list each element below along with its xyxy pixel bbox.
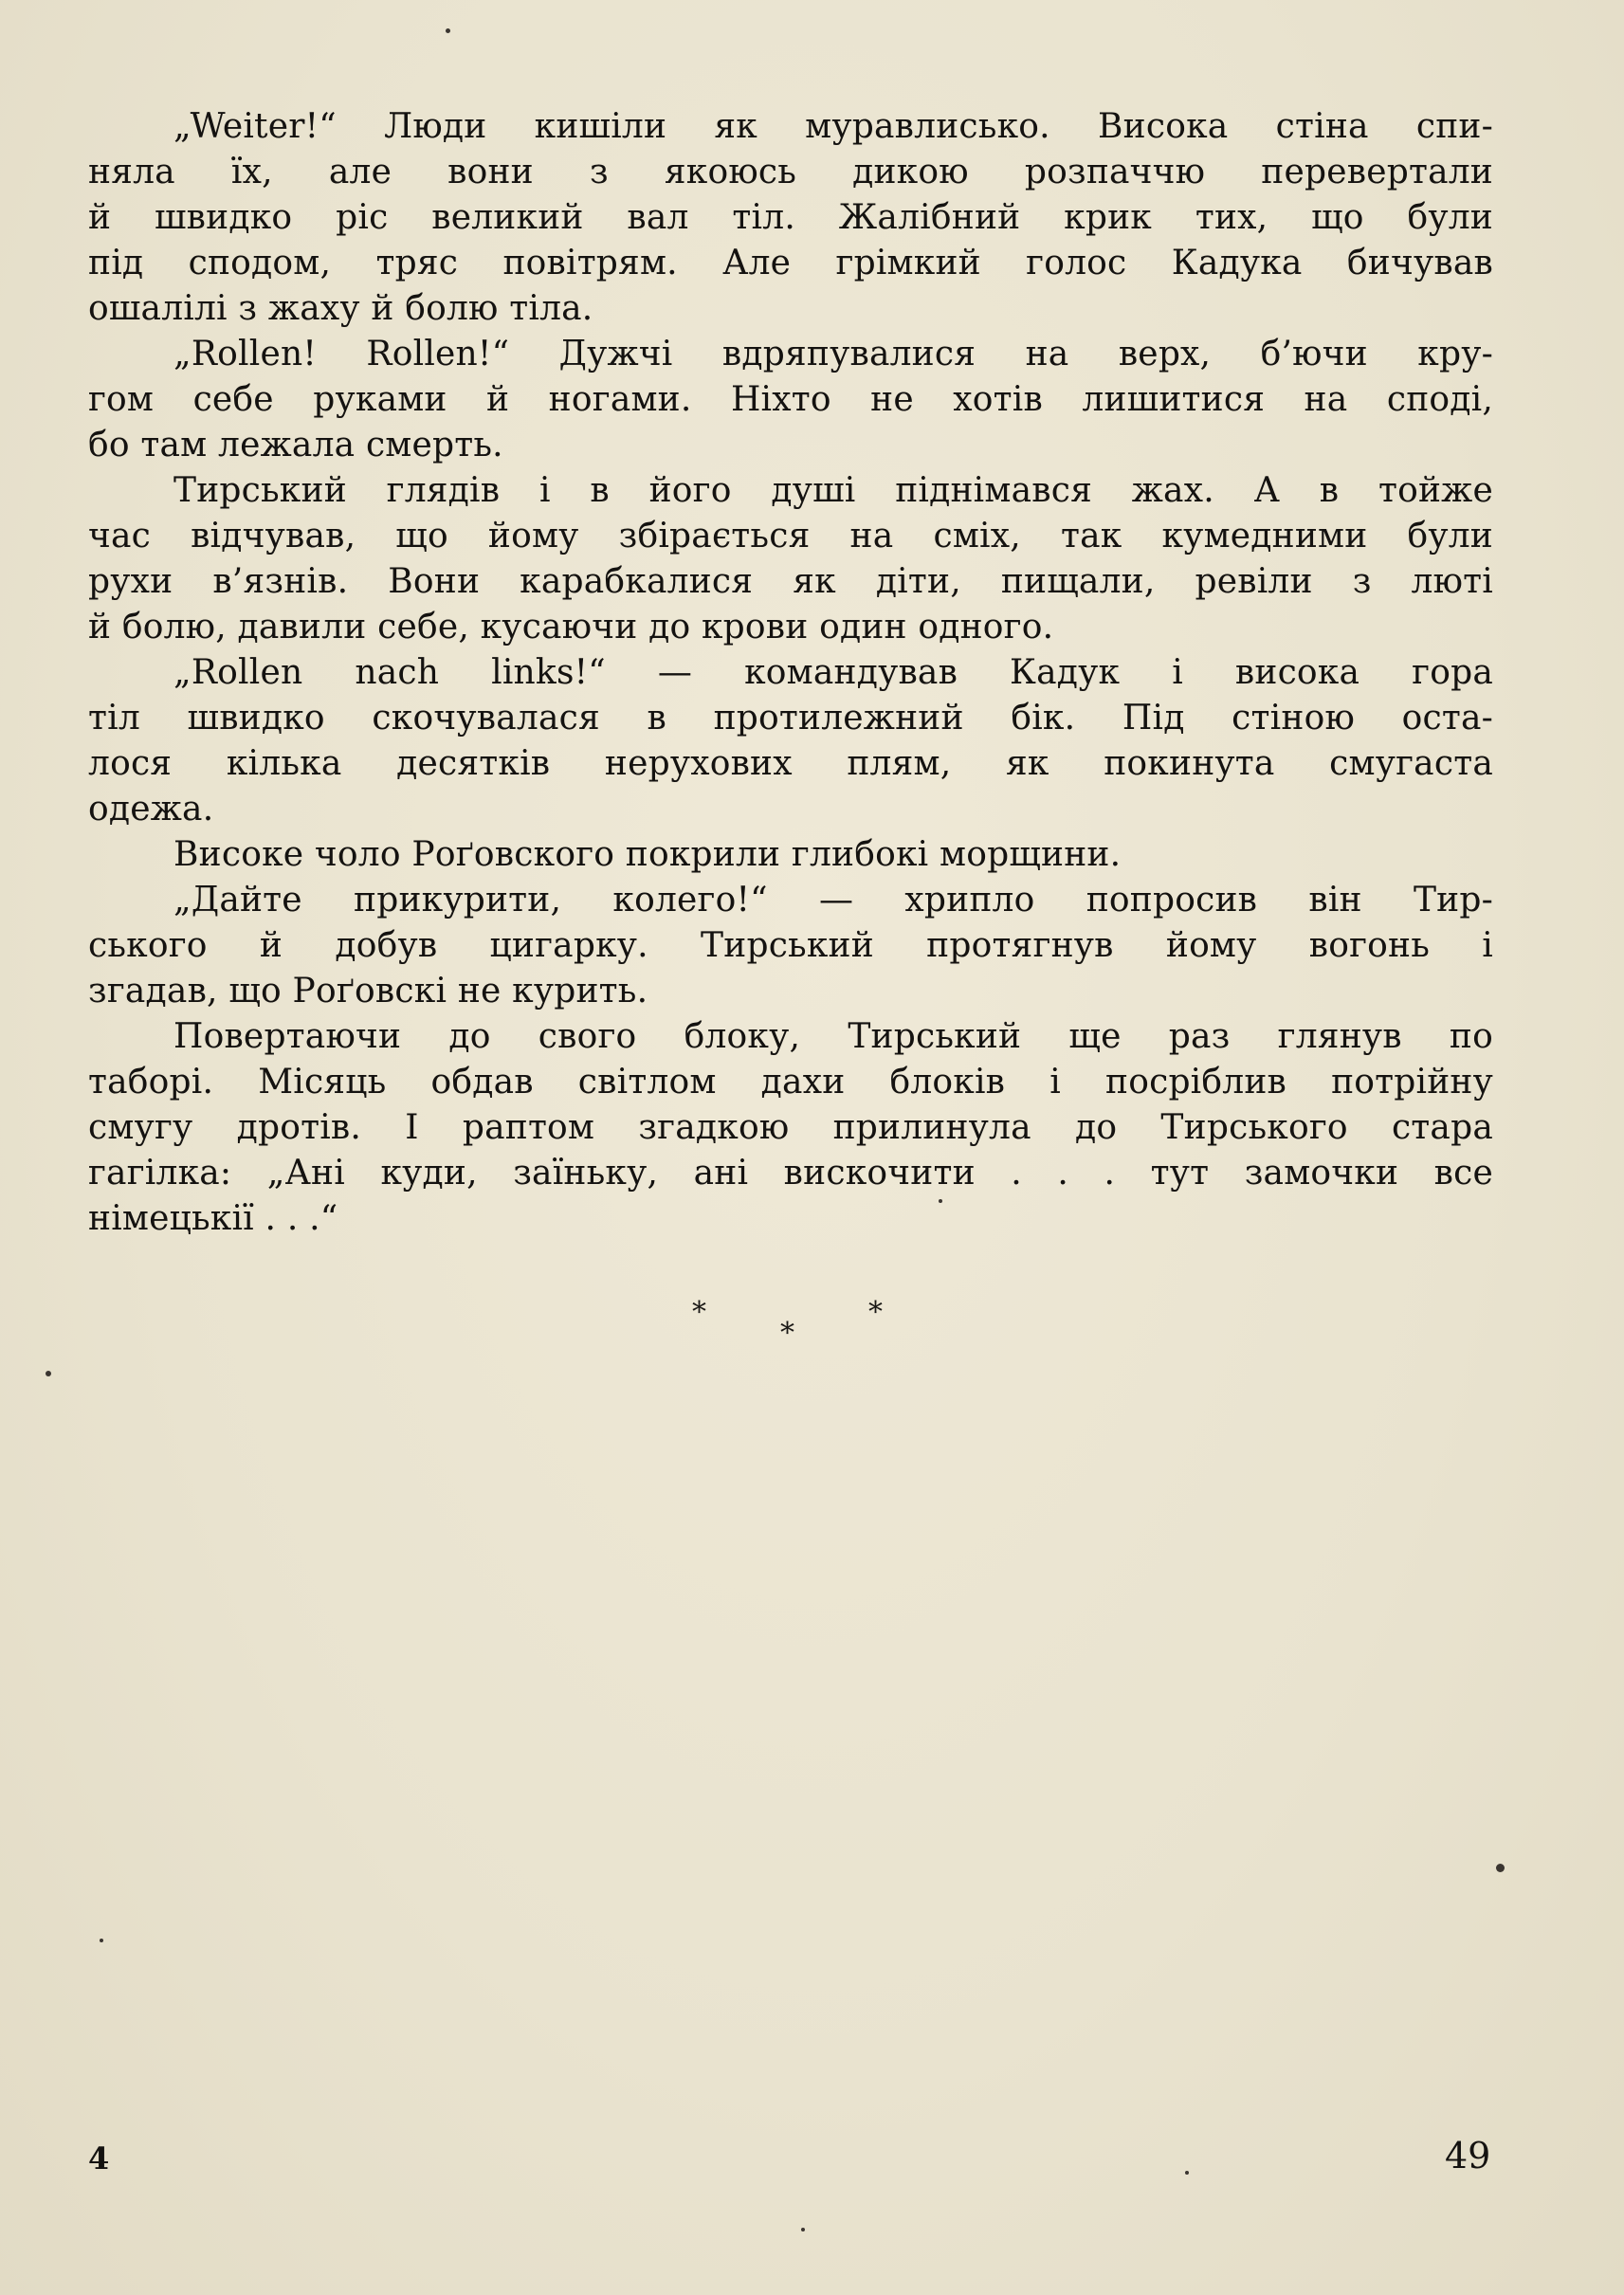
page-number: 49 bbox=[1445, 2135, 1491, 2177]
asterisk-icon: * bbox=[780, 1317, 794, 1350]
text-line: й швидко ріс великий вал тіл. Жалібний крик тих, що були bbox=[88, 198, 1493, 237]
body-text bbox=[88, 104, 1493, 1242]
text-line: ошалілі з жаху й болю тіла. bbox=[88, 289, 593, 328]
text-line: час відчував, що йому збірається на сміх, так кумедними були bbox=[88, 517, 1493, 556]
paragraph-rogovskyi bbox=[88, 832, 1493, 878]
text-line: „Weiter!“ Люди кишіли як муравлисько. Висока стіна спи- bbox=[173, 107, 1493, 146]
text-line: гагілка: „Ані куди, заїньку, ані вискочити . . . тут замочки все bbox=[88, 1154, 1493, 1193]
text-line: бо там лежала смерть. bbox=[88, 426, 503, 464]
paragraph-rollen-nach-links bbox=[88, 650, 1493, 832]
asterisk-icon: * bbox=[868, 1296, 883, 1329]
text-line: лося кілька десятків нерухових плям, як покинута смугаста bbox=[88, 744, 1493, 783]
text-line: Тирський глядів і в його душі піднімався жах. А в тойже bbox=[173, 471, 1493, 510]
text-line: німецькії . . .“ bbox=[88, 1199, 338, 1238]
text-line: одежа. bbox=[88, 790, 214, 829]
paper-speck bbox=[939, 1199, 942, 1203]
paragraph-prykuryty bbox=[88, 878, 1493, 1014]
text-line: Високе чоло Роґовского покрили глибокі морщини. bbox=[173, 835, 1122, 874]
signature-mark: 4 bbox=[88, 2140, 110, 2177]
paper-speck bbox=[100, 1939, 103, 1942]
text-line: ського й добув цигарку. Тирський протягнув йому вогонь і bbox=[88, 926, 1493, 965]
paragraph-rollen bbox=[88, 332, 1493, 468]
text-line: „Rollen nach links!“ — командував Кадук і висока гора bbox=[173, 653, 1493, 692]
text-line: й болю, давили себе, кусаючи до крови один одного. bbox=[88, 608, 1054, 647]
paragraph-povertaiuchy bbox=[88, 1014, 1493, 1242]
paper-speck bbox=[46, 1371, 51, 1376]
text-line: таборі. Місяць обдав світлом дахи блоків і посріблив потрійну bbox=[88, 1063, 1493, 1102]
text-line: Повертаючи до свого блоку, Тирський ще раз глянув по bbox=[173, 1017, 1493, 1056]
asterisk-icon: * bbox=[692, 1296, 706, 1329]
paper-speck bbox=[446, 28, 450, 33]
paper-speck bbox=[1496, 1864, 1505, 1872]
text-line: гом себе руками й ногами. Ніхто не хотів лишитися на споді, bbox=[88, 380, 1493, 419]
paper-speck bbox=[801, 2228, 805, 2231]
paragraph-tyrskyi bbox=[88, 468, 1493, 650]
text-line: „Дайте прикурити, колего!“ — хрипло попросив він Тир- bbox=[173, 881, 1493, 920]
section-separator bbox=[692, 1296, 883, 1356]
text-line: рухи в’язнів. Вони карабкалися як діти, пищали, ревіли з люті bbox=[88, 562, 1493, 601]
text-line: тіл швидко скочувалася в протилежний бік. Під стіною оста- bbox=[88, 699, 1493, 738]
paragraph-weiter bbox=[88, 104, 1493, 332]
paper-speck bbox=[1185, 2171, 1189, 2175]
text-line: „Rollen! Rollen!“ Дужчі вдряпувалися на верх, б’ючи кру- bbox=[173, 335, 1493, 373]
text-line: згадав, що Роґовскі не курить. bbox=[88, 972, 648, 1011]
text-line: смугу дротів. І раптом згадкою прилинула до Тирського стара bbox=[88, 1108, 1493, 1147]
text-line: няла їх, але вони з якоюсь дикою розпаччю перевертали bbox=[88, 153, 1493, 191]
text-line: під сподом, тряс повітрям. Але грімкий голос Кадука бичував bbox=[88, 244, 1493, 282]
